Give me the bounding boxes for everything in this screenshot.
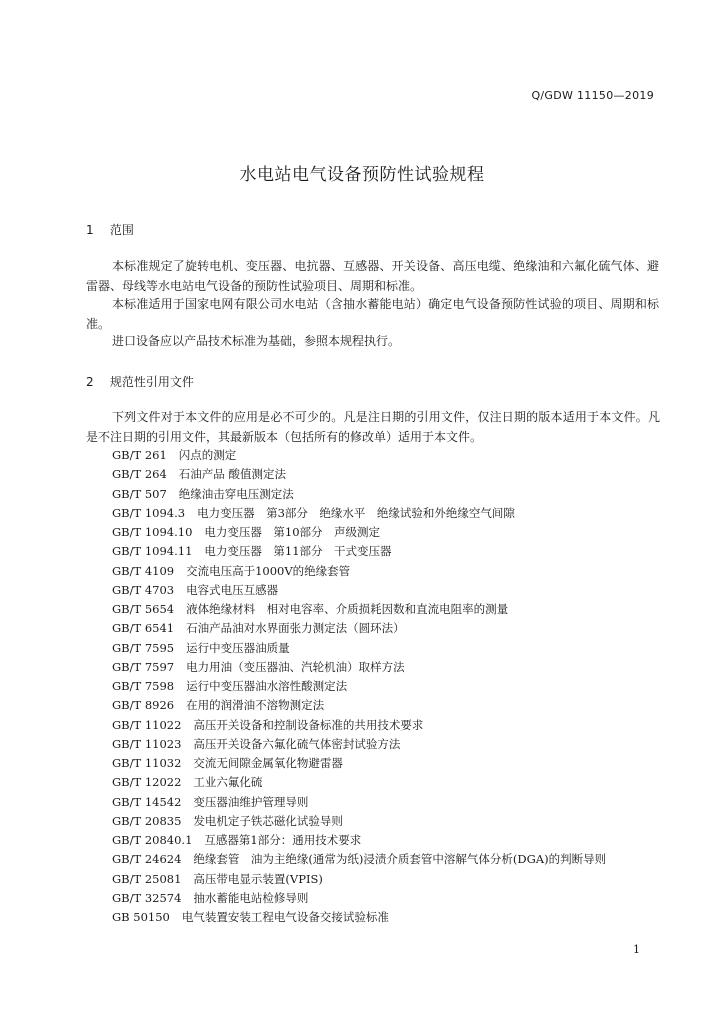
reference-item: [112, 639, 606, 658]
reference-code: GB/T 7598: [112, 679, 175, 693]
reference-item: [112, 870, 606, 889]
reference-item: [112, 773, 606, 792]
reference-code: GB/T 1094.3: [112, 505, 186, 520]
reference-name: 抽水蓄能电站检修导则: [193, 890, 309, 905]
reference-item: [112, 485, 606, 504]
reference-item: [112, 696, 606, 715]
standard-code: Q/GDW 11150—2019: [531, 89, 654, 102]
reference-code: GB/T 11032: [112, 756, 182, 770]
reference-name: 高压开关设备六氟化硫气体密封试验方法: [193, 736, 401, 751]
reference-code: GB/T 4703: [112, 582, 175, 597]
reference-name: 液体绝缘材料 相对电容率、介质损耗因数和直流电阻率的测量: [186, 602, 509, 616]
reference-item: [112, 619, 606, 638]
reference-code: GB/T 14542: [112, 794, 182, 809]
section-number: 1: [86, 223, 94, 237]
reference-name: 运行中变压器油水溶性酸测定法: [186, 679, 348, 693]
reference-item: [112, 908, 606, 927]
scope-paragraph-3: 进口设备应以产品技术标准为基础，参照本规程执行。: [112, 334, 401, 348]
reference-item: [112, 677, 606, 696]
reference-item: [112, 850, 606, 869]
reference-code: GB/T 11023: [112, 736, 182, 751]
reference-item: [112, 581, 606, 600]
reference-item: [112, 542, 606, 561]
reference-name: 电力变压器 第11部分 干式变压器: [204, 544, 392, 559]
reference-item: [112, 523, 606, 542]
reference-list: [112, 446, 606, 927]
reference-code: GB/T 7595: [112, 640, 175, 655]
reference-name: 电力用油（变压器油、汽轮机油）取样方法: [186, 659, 405, 674]
reference-name: 石油产品油对水界面张力测定法（圆环法）: [186, 621, 405, 636]
reference-name: 交流无间隙金属氧化物避雷器: [193, 756, 343, 770]
reference-item: [112, 465, 606, 484]
reference-code: GB/T 507: [112, 486, 167, 501]
reference-item: [112, 600, 606, 619]
reference-code: GB/T 261: [112, 448, 167, 462]
scope-paragraph-1: 本标准规定了旋转电机、变压器、电抗器、互感器、开关设备、高压电缆、绝缘油和六氟化硫气体、避雷器、母线等水电站电气设备的预防性试验项目、周期和标准。: [86, 259, 659, 293]
reference-code: GB/T 24624: [112, 852, 182, 867]
reference-name: 工业六氟化硫: [193, 775, 263, 790]
document-title: 水电站电气设备预防性试验规程: [239, 165, 485, 185]
reference-code: GB/T 20835: [112, 813, 182, 828]
reference-item: [112, 735, 606, 754]
reference-item: [112, 446, 606, 465]
reference-item: [112, 562, 606, 581]
reference-item: [112, 889, 606, 908]
reference-item: [112, 716, 606, 735]
reference-name: 绝缘套管 油为主绝缘(通常为纸)浸渍介质套管中溶解气体分析(DGA)的判断导则: [193, 852, 607, 867]
reference-code: GB 50150: [112, 910, 170, 924]
reference-name: 变压器油维护管理导则: [193, 794, 309, 809]
reference-name: 石油产品 酸值测定法: [178, 467, 286, 482]
references-intro-paragraph: 下列文件对于本文件的应用是必不可少的。凡是注日期的引用文件，仅注日期的版本适用于本文件。凡是不注日期的引用文件，其最新版本（包括所有的修改单）适用于本文件。: [86, 410, 660, 444]
reference-code: GB/T 20840.1: [112, 833, 193, 847]
reference-name: 在用的润滑油不溶物测定法: [186, 698, 325, 713]
reference-code: GB/T 7597: [112, 659, 175, 674]
reference-name: 闪点的测定: [178, 448, 237, 462]
reference-name: 运行中变压器油质量: [186, 640, 290, 655]
reference-code: GB/T 11022: [112, 717, 182, 732]
reference-code: GB/T 8926: [112, 698, 175, 713]
reference-code: GB/T 32574: [112, 890, 182, 905]
scope-paragraph-2: 本标准适用于国家电网有限公司水电站（含抽水蓄能电站）确定电气设备预防性试验的项目、周期和标准。: [86, 297, 659, 331]
reference-code: GB/T 264: [112, 467, 167, 482]
page-number: 1: [633, 943, 640, 956]
reference-name: 电力变压器 第3部分 绝缘水平 绝缘试验和外绝缘空气间隙: [197, 505, 515, 520]
reference-item: [112, 504, 606, 523]
reference-code: GB/T 1094.10: [112, 525, 193, 539]
reference-code: GB/T 1094.11: [112, 544, 193, 559]
reference-code: GB/T 25081: [112, 871, 182, 886]
section-title: 规范性引用文件: [109, 375, 194, 389]
reference-item: [112, 754, 606, 773]
reference-item: [112, 658, 606, 677]
section-number: 2: [86, 375, 94, 389]
section-title: 范围: [109, 223, 134, 237]
reference-name: 交流电压高于1000V的绝缘套管: [186, 563, 351, 578]
reference-name: 互感器第1部分：通用技术要求: [204, 833, 362, 847]
reference-name: 高压带电显示装置(VPIS): [193, 871, 323, 886]
reference-name: 电气装置安装工程电气设备交接试验标准: [181, 910, 389, 924]
reference-name: 发电机定子铁芯磁化试验导则: [193, 813, 343, 828]
reference-name: 电容式电压互感器: [186, 582, 279, 597]
reference-name: 绝缘油击穿电压测定法: [178, 486, 294, 501]
section-heading-scope: [86, 221, 134, 238]
reference-code: GB/T 4109: [112, 563, 175, 578]
section-heading-normative-references: [86, 373, 194, 390]
reference-name: 高压开关设备和控制设备标准的共用技术要求: [193, 717, 424, 732]
reference-item: [112, 831, 606, 850]
reference-name: 电力变压器 第10部分 声级测定: [204, 525, 381, 539]
reference-code: GB/T 12022: [112, 775, 182, 790]
reference-code: GB/T 5654: [112, 602, 175, 616]
reference-code: GB/T 6541: [112, 621, 175, 636]
reference-item: [112, 793, 606, 812]
reference-item: [112, 812, 606, 831]
